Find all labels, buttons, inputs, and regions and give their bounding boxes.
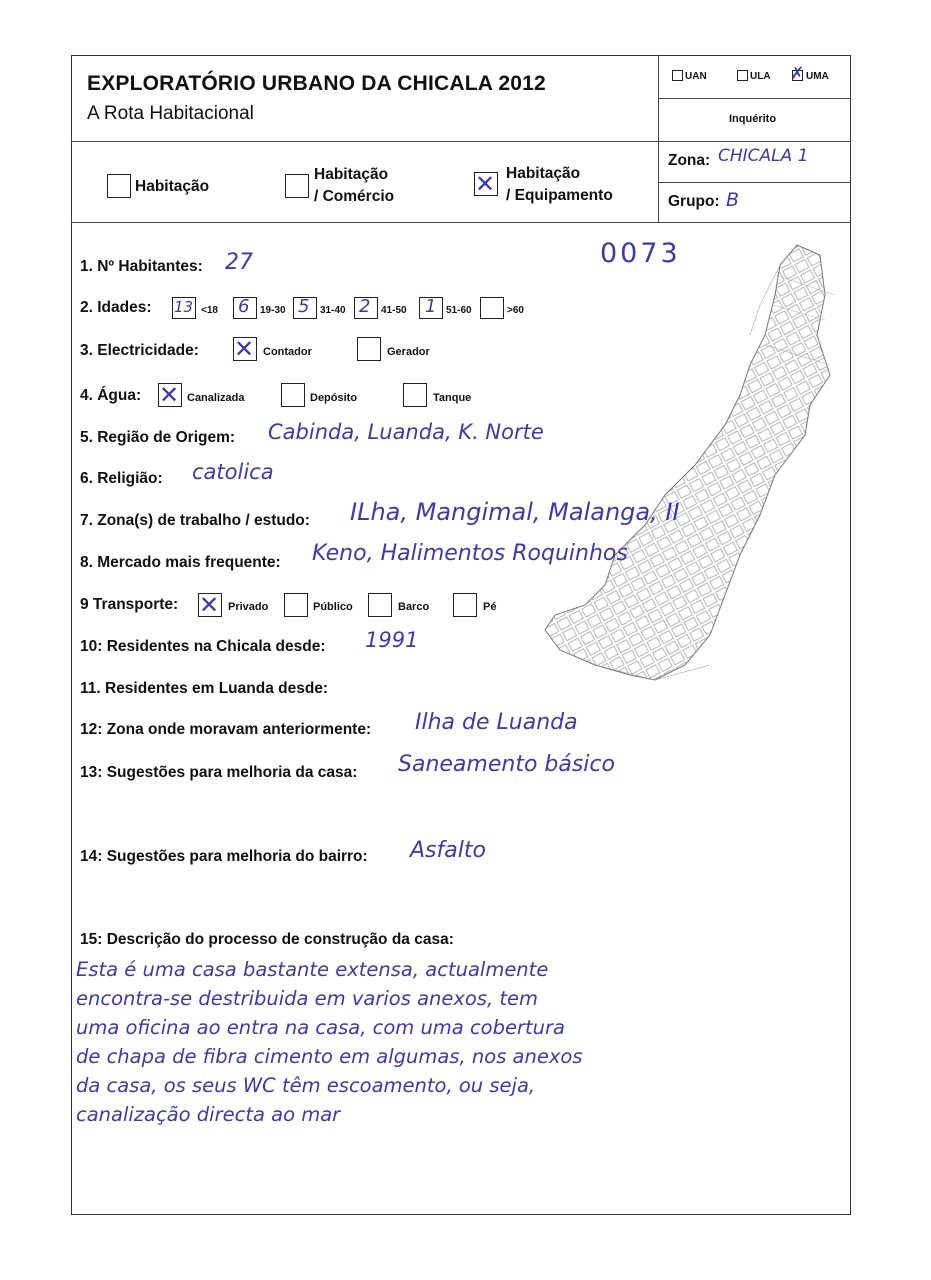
q11-label: 11. Residentes em Luanda desde:	[80, 680, 329, 697]
checkbox-uan[interactable]	[672, 70, 683, 81]
section-divider	[71, 222, 851, 223]
q9-label: 9 Transporte:	[80, 596, 179, 613]
header-column-divider	[658, 55, 659, 222]
checkbox-barco[interactable]	[368, 593, 392, 617]
q4-label: 4. Água:	[80, 387, 142, 404]
label-pe: Pé	[483, 601, 497, 613]
q15-line: canalização directa ao mar	[76, 1103, 341, 1126]
chicala-map-sketch	[535, 225, 845, 705]
age-range-51-60: 51-60	[446, 305, 472, 316]
q15-line: encontra-se destribuida em varios anexos, tem	[76, 987, 539, 1010]
age-range-under18: <18	[201, 305, 218, 316]
age-range-19-30: 19-30	[260, 305, 286, 316]
zona-value[interactable]: CHICALA 1	[718, 146, 809, 166]
q2-label: 2. Idades:	[80, 299, 152, 316]
check-mark-icon: ✗	[790, 64, 805, 84]
label-canalizada: Canalizada	[187, 392, 245, 404]
checkbox-ula[interactable]	[737, 70, 748, 81]
checkbox-habitacao-comercio[interactable]	[285, 174, 309, 198]
label-habitacao-equipamento-1: Habitação	[506, 165, 581, 182]
label-ula: ULA	[750, 71, 771, 82]
label-habitacao-comercio-1: Habitação	[314, 166, 389, 183]
form-title: EXPLORATÓRIO URBANO DA CHICALA 2012	[87, 72, 546, 95]
checkbox-deposito[interactable]	[281, 383, 305, 407]
age-value-under18: 13	[174, 298, 194, 316]
q1-value[interactable]: 27	[225, 250, 253, 275]
q12-value[interactable]: Ilha de Luanda	[415, 710, 578, 735]
label-barco: Barco	[398, 601, 430, 613]
q13-value[interactable]: Saneamento básico	[398, 752, 615, 777]
form-subtitle: A Rota Habitacional	[87, 103, 254, 124]
label-tanque: Tanque	[433, 392, 472, 404]
label-publico: Público	[313, 601, 353, 613]
inquerito-label: Inquérito	[729, 113, 777, 125]
header-right-divider-1	[658, 98, 851, 99]
q7-value[interactable]: ILha, Mangimal, Malanga, II	[350, 498, 680, 526]
age-range-over60: >60	[507, 305, 524, 316]
age-box-over60[interactable]	[480, 297, 504, 319]
q15-line: Esta é uma casa bastante extensa, actualmente	[76, 958, 549, 981]
age-value-19-30: 6	[238, 296, 250, 317]
q15-line: de chapa de fibra cimento em algumas, nos anexos	[76, 1045, 583, 1068]
label-uan: UAN	[685, 71, 707, 82]
age-value-41-50: 2	[359, 296, 371, 317]
check-mark-icon: ✕	[159, 381, 180, 409]
q13-label: 13: Sugestões para melhoria da casa:	[80, 764, 358, 781]
label-habitacao: Habitação	[135, 178, 210, 195]
header-divider	[71, 141, 851, 142]
q15-line: uma oficina ao entra na casa, com uma cobertura	[76, 1016, 565, 1039]
q14-value[interactable]: Asfalto	[410, 838, 486, 863]
q8-label: 8. Mercado mais frequente:	[80, 554, 281, 571]
q14-label: 14: Sugestões para melhoria do bairro:	[80, 848, 368, 865]
q1-label: 1. Nº Habitantes:	[80, 258, 203, 275]
form-number: 0073	[600, 238, 681, 269]
check-mark-icon: ✕	[199, 591, 220, 619]
check-mark-icon: ✕	[234, 335, 255, 363]
checkbox-pe[interactable]	[453, 593, 477, 617]
label-habitacao-comercio-2: / Comércio	[314, 188, 395, 205]
q15-label: 15: Descrição do processo de construção da casa:	[80, 931, 454, 948]
q15-description[interactable]	[76, 955, 836, 1129]
q6-value[interactable]: catolica	[192, 460, 274, 484]
checkbox-gerador[interactable]	[357, 337, 381, 361]
label-privado: Privado	[228, 601, 269, 613]
label-contador: Contador	[263, 346, 312, 358]
age-value-31-40: 5	[298, 296, 310, 317]
checkbox-tanque[interactable]	[403, 383, 427, 407]
q15-line: da casa, os seus WC têm escoamento, ou seja,	[76, 1074, 536, 1097]
age-range-31-40: 31-40	[320, 305, 346, 316]
age-range-41-50: 41-50	[381, 305, 407, 316]
label-gerador: Gerador	[387, 346, 430, 358]
age-value-51-60: 1	[425, 296, 437, 317]
q5-value[interactable]: Cabinda, Luanda, K. Norte	[268, 420, 544, 444]
q7-label: 7. Zona(s) de trabalho / estudo:	[80, 512, 310, 529]
q8-value[interactable]: Keno, Halimentos Roquinhos	[312, 541, 628, 566]
check-mark-icon: ✕	[475, 170, 496, 198]
checkbox-habitacao[interactable]	[107, 174, 131, 198]
q10-label: 10: Residentes na Chicala desde:	[80, 638, 326, 655]
q5-label: 5. Região de Origem:	[80, 429, 236, 446]
label-deposito: Depósito	[310, 392, 358, 404]
zona-label: Zona:	[668, 152, 711, 169]
grupo-value[interactable]: B	[726, 189, 740, 211]
label-habitacao-equipamento-2: / Equipamento	[506, 187, 613, 204]
q6-label: 6. Religião:	[80, 470, 163, 487]
label-uma: UMA	[806, 71, 829, 82]
q12-label: 12: Zona onde moravam anteriormente:	[80, 721, 372, 738]
checkbox-publico[interactable]	[284, 593, 308, 617]
q3-label: 3. Electricidade:	[80, 342, 199, 359]
q10-value[interactable]: 1991	[365, 628, 419, 652]
header-right-divider-2	[658, 182, 851, 183]
grupo-label: Grupo:	[668, 193, 720, 210]
